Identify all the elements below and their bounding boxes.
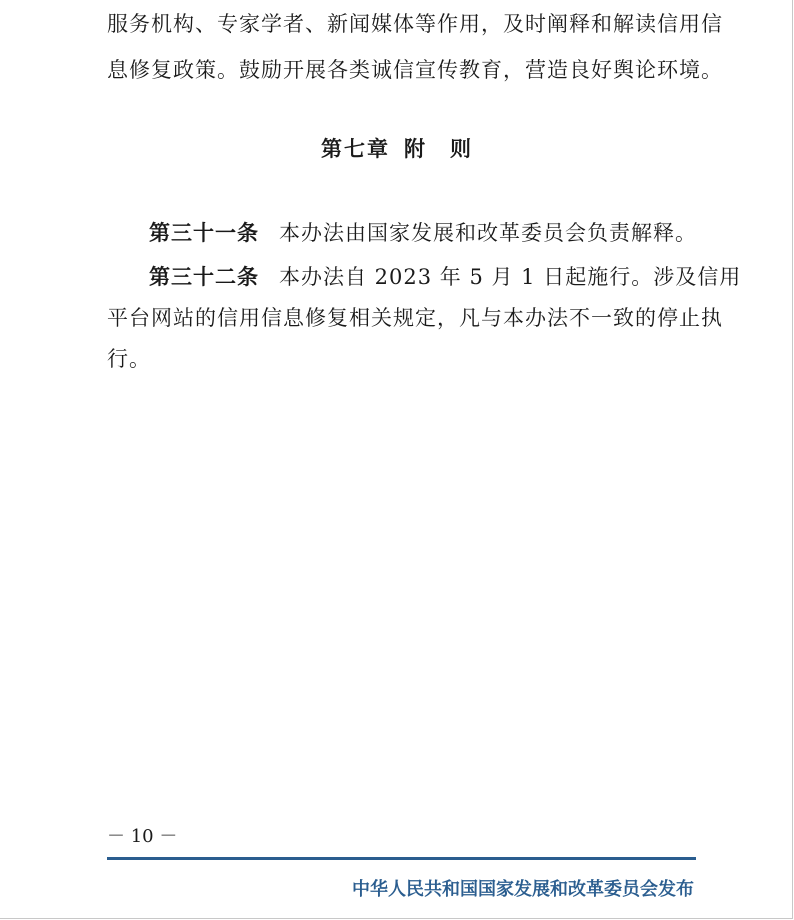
article-32-text-1: 本办法自 2023 年 5 月 1 日起施行。涉及信用 [279, 265, 742, 289]
article-32-heading: 第三十二条 [149, 265, 259, 289]
article-31-text: 本办法由国家发展和改革委员会负责解释。 [279, 221, 697, 245]
footer-divider [107, 857, 696, 860]
article-32-line-3: 行。 [107, 347, 151, 371]
chapter-title: 附 则 [404, 137, 473, 161]
article-32-line-2: 平台网站的信用信息修复相关规定，凡与本办法不一致的停止执 [107, 306, 723, 330]
page-number: － 10 － [107, 826, 178, 847]
paragraph-continuation-line-2: 息修复政策。鼓励开展各类诚信宣传教育，营造良好舆论环境。 [107, 58, 723, 82]
chapter-number: 第七章 [321, 137, 390, 161]
chapter-heading [0, 134, 794, 164]
article-31-heading: 第三十一条 [149, 221, 259, 245]
publisher-credit: 中华人民共和国国家发展和改革委员会发布 [352, 879, 694, 900]
article-32-line-1 [107, 262, 742, 292]
paragraph-continuation-line-1: 服务机构、专家学者、新闻媒体等作用，及时阐释和解读信用信 [107, 12, 723, 36]
article-31 [107, 218, 697, 248]
